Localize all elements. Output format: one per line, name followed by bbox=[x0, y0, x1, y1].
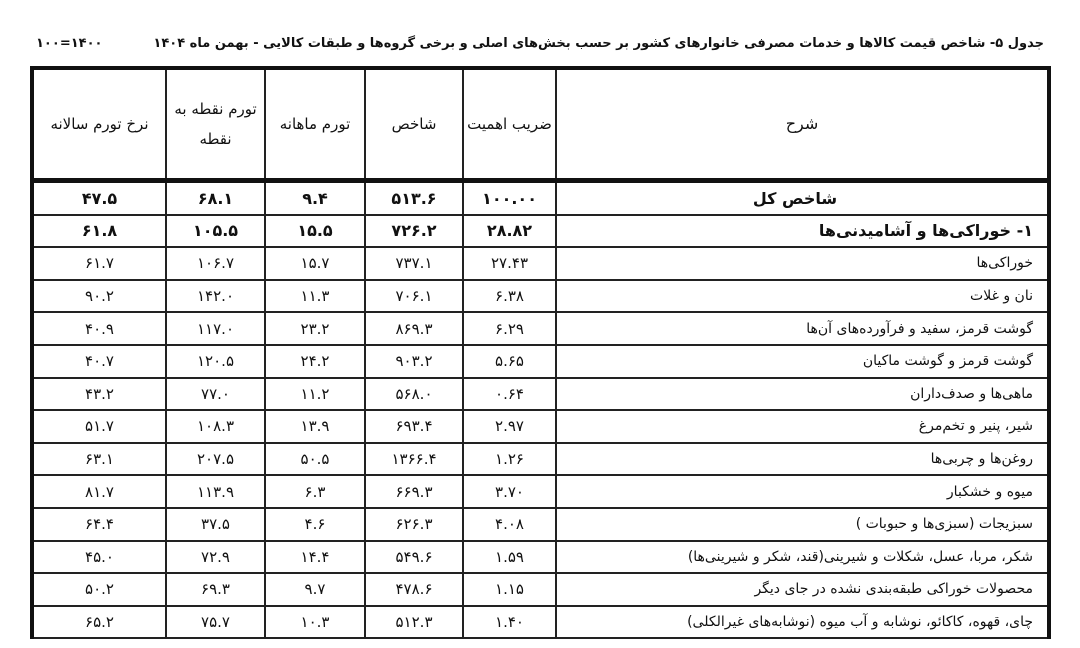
row-point-to-point-inflation: ۱۰۶.۷ bbox=[166, 247, 265, 280]
row-annual-inflation: ۴۵.۰ bbox=[32, 541, 166, 574]
row-weight: ۲۷.۴۳ bbox=[463, 247, 556, 280]
table-row bbox=[32, 541, 1049, 574]
row-weight: ۶.۳۸ bbox=[463, 280, 556, 313]
row-description: ماهی‌ها و صدف‌داران bbox=[556, 378, 1049, 411]
row-weight: ۱.۲۶ bbox=[463, 443, 556, 476]
row-monthly-inflation: ۱۳.۹ bbox=[265, 410, 365, 443]
row-index: ۵۱۳.۶ bbox=[365, 181, 463, 215]
row-point-to-point-inflation: ۱۰۸.۳ bbox=[166, 410, 265, 443]
table-row bbox=[32, 378, 1049, 411]
header-index: شاخص bbox=[365, 68, 463, 181]
row-index: ۹۰۳.۲ bbox=[365, 345, 463, 378]
row-index: ۷۰۶.۱ bbox=[365, 280, 463, 313]
header-weight: ضریب اهمیت bbox=[463, 68, 556, 181]
row-annual-inflation: ۴۳.۲ bbox=[32, 378, 166, 411]
table-row bbox=[32, 345, 1049, 378]
row-monthly-inflation: ۲۴.۲ bbox=[265, 345, 365, 378]
row-weight: ۱.۴۰ bbox=[463, 606, 556, 639]
row-monthly-inflation: ۱۱.۳ bbox=[265, 280, 365, 313]
row-weight: ۱.۵۹ bbox=[463, 541, 556, 574]
row-weight: ۶.۲۹ bbox=[463, 312, 556, 345]
row-point-to-point-inflation: ۷۲.۹ bbox=[166, 541, 265, 574]
row-index: ۸۶۹.۳ bbox=[365, 312, 463, 345]
row-point-to-point-inflation: ۱۰۵.۵ bbox=[166, 215, 265, 248]
row-annual-inflation: ۵۰.۲ bbox=[32, 573, 166, 606]
row-weight: ۲۸.۸۲ bbox=[463, 215, 556, 248]
row-annual-inflation: ۶۱.۸ bbox=[32, 215, 166, 248]
row-annual-inflation: ۴۷.۵ bbox=[32, 181, 166, 215]
row-annual-inflation: ۶۴.۴ bbox=[32, 508, 166, 541]
row-weight: ۱۰۰.۰۰ bbox=[463, 181, 556, 215]
row-monthly-inflation: ۱۵.۵ bbox=[265, 215, 365, 248]
row-index: ۵۱۲.۳ bbox=[365, 606, 463, 639]
header-point-to-point: تورم نقطه به نقطه bbox=[166, 68, 265, 181]
row-description: سبزیجات (سبزی‌ها و حبوبات ) bbox=[556, 508, 1049, 541]
row-point-to-point-inflation: ۶۹.۳ bbox=[166, 573, 265, 606]
header-annual: نرخ تورم سالانه bbox=[32, 68, 166, 181]
table-row bbox=[32, 247, 1049, 280]
row-monthly-inflation: ۱۵.۷ bbox=[265, 247, 365, 280]
row-weight: ۱.۱۵ bbox=[463, 573, 556, 606]
row-monthly-inflation: ۲۳.۲ bbox=[265, 312, 365, 345]
row-monthly-inflation: ۱۱.۲ bbox=[265, 378, 365, 411]
row-annual-inflation: ۸۱.۷ bbox=[32, 475, 166, 508]
table-row bbox=[32, 410, 1049, 443]
table-row bbox=[32, 508, 1049, 541]
row-monthly-inflation: ۶.۳ bbox=[265, 475, 365, 508]
base-year-note: ۱۴۰۰=۱۰۰ bbox=[36, 36, 103, 51]
row-weight: ۲.۹۷ bbox=[463, 410, 556, 443]
row-index: ۵۶۸.۰ bbox=[365, 378, 463, 411]
row-description: روغن‌ها و چربی‌ها bbox=[556, 443, 1049, 476]
row-index: ۶۲۶.۳ bbox=[365, 508, 463, 541]
row-index: ۷۳۷.۱ bbox=[365, 247, 463, 280]
row-annual-inflation: ۹۰.۲ bbox=[32, 280, 166, 313]
table-row bbox=[32, 606, 1049, 639]
row-annual-inflation: ۵۱.۷ bbox=[32, 410, 166, 443]
row-description: گوشت قرمز، سفید و فرآورده‌های آن‌ها bbox=[556, 312, 1049, 345]
row-description: محصولات خوراکی طبقه‌بندی نشده در جای دیگر bbox=[556, 573, 1049, 606]
row-point-to-point-inflation: ۶۸.۱ bbox=[166, 181, 265, 215]
row-point-to-point-inflation: ۱۱۷.۰ bbox=[166, 312, 265, 345]
row-annual-inflation: ۴۰.۷ bbox=[32, 345, 166, 378]
row-index: ۵۴۹.۶ bbox=[365, 541, 463, 574]
row-point-to-point-inflation: ۷۷.۰ bbox=[166, 378, 265, 411]
row-weight: ۰.۶۴ bbox=[463, 378, 556, 411]
row-description: شاخص کل bbox=[556, 181, 1049, 215]
row-point-to-point-inflation: ۱۴۲.۰ bbox=[166, 280, 265, 313]
header-row bbox=[32, 68, 1049, 181]
row-index: ۴۷۸.۶ bbox=[365, 573, 463, 606]
row-description: نان و غلات bbox=[556, 280, 1049, 313]
row-annual-inflation: ۶۵.۲ bbox=[32, 606, 166, 639]
row-point-to-point-inflation: ۱۱۳.۹ bbox=[166, 475, 265, 508]
row-annual-inflation: ۶۳.۱ bbox=[32, 443, 166, 476]
row-weight: ۳.۷۰ bbox=[463, 475, 556, 508]
row-monthly-inflation: ۹.۴ bbox=[265, 181, 365, 215]
row-index: ۷۲۶.۲ bbox=[365, 215, 463, 248]
row-description: شکر، مربا، عسل، شکلات و شیرینی(قند، شکر و شیرینی‌ها) bbox=[556, 541, 1049, 574]
row-index: ۶۹۳.۴ bbox=[365, 410, 463, 443]
row-monthly-inflation: ۴.۶ bbox=[265, 508, 365, 541]
row-description: چای، قهوه، کاکائو، نوشابه و آب میوه (نوشابه‌های غیرالکلی) bbox=[556, 606, 1049, 639]
row-index: ۶۶۹.۳ bbox=[365, 475, 463, 508]
table-row bbox=[32, 573, 1049, 606]
row-description: میوه و خشکبار bbox=[556, 475, 1049, 508]
row-weight: ۴.۰۸ bbox=[463, 508, 556, 541]
header-monthly: تورم ماهانه bbox=[265, 68, 365, 181]
table-row bbox=[32, 215, 1049, 248]
row-index: ۱۳۶۶.۴ bbox=[365, 443, 463, 476]
row-monthly-inflation: ۵۰.۵ bbox=[265, 443, 365, 476]
row-description: گوشت قرمز و گوشت ماکیان bbox=[556, 345, 1049, 378]
row-point-to-point-inflation: ۱۲۰.۵ bbox=[166, 345, 265, 378]
table-row bbox=[32, 475, 1049, 508]
table-row bbox=[32, 443, 1049, 476]
row-monthly-inflation: ۹.۷ bbox=[265, 573, 365, 606]
row-point-to-point-inflation: ۷۵.۷ bbox=[166, 606, 265, 639]
row-description: شیر، پنیر و تخم‌مرغ bbox=[556, 410, 1049, 443]
cpi-table bbox=[30, 66, 1051, 639]
table-row bbox=[32, 181, 1049, 215]
row-annual-inflation: ۴۰.۹ bbox=[32, 312, 166, 345]
row-monthly-inflation: ۱۴.۴ bbox=[265, 541, 365, 574]
row-point-to-point-inflation: ۲۰۷.۵ bbox=[166, 443, 265, 476]
header-description: شرح bbox=[556, 68, 1049, 181]
table-row bbox=[32, 280, 1049, 313]
row-annual-inflation: ۶۱.۷ bbox=[32, 247, 166, 280]
table-row bbox=[32, 312, 1049, 345]
row-monthly-inflation: ۱۰.۳ bbox=[265, 606, 365, 639]
row-weight: ۵.۶۵ bbox=[463, 345, 556, 378]
row-description: ۱- خوراکی‌ها و آشامیدنی‌ها bbox=[556, 215, 1049, 248]
row-description: خوراکی‌ها bbox=[556, 247, 1049, 280]
table-title: جدول ۵- شاخص قیمت کالاها و خدمات مصرفی خانوارهای کشور بر حسب بخش‌های اصلی و برخی گروه‌ها و طبقات کالایی - بهمن ماه ۱۴۰۴ bbox=[153, 36, 1044, 51]
row-point-to-point-inflation: ۳۷.۵ bbox=[166, 508, 265, 541]
